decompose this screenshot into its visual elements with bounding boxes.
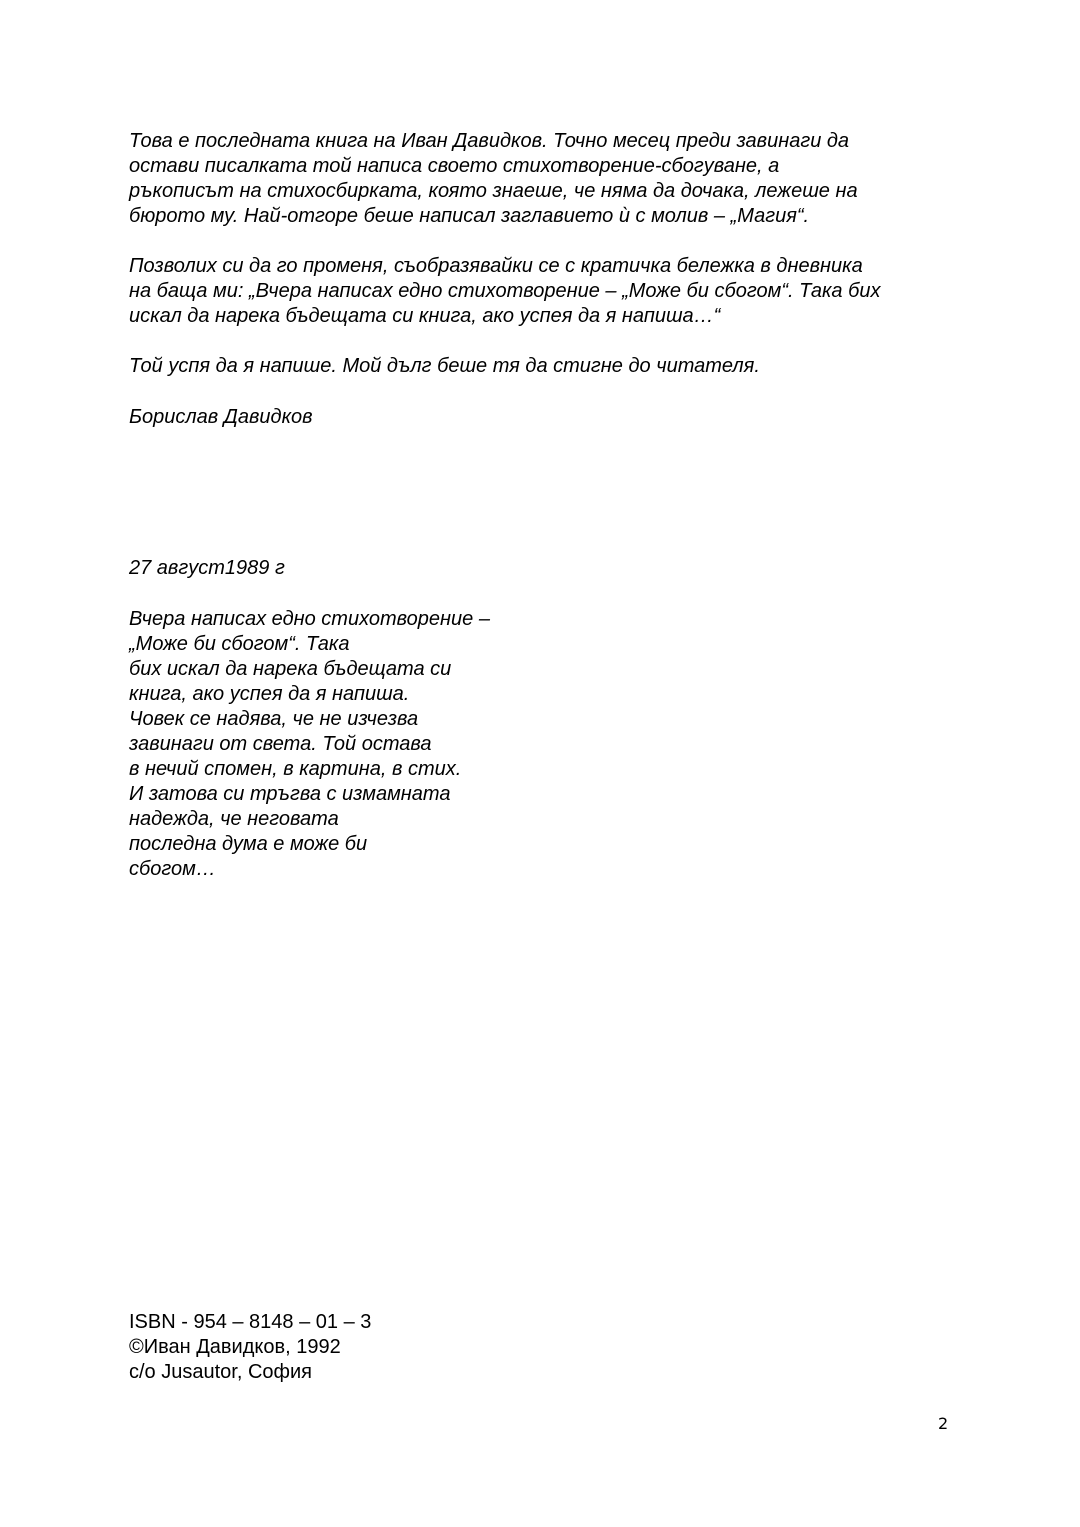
foreword-paragraph-1 [129,129,858,229]
text-line: искал да нарека бъдещата си книга, ако успея да я напиша…“ [129,305,721,327]
diary-line: „Може би сбогом“. Така [129,633,350,655]
isbn-line: ISBN - 954 – 8148 – 01 – 3 [129,1311,372,1333]
imprint-block [129,1310,371,1385]
diary-line: сбогом… [129,858,216,880]
agency-line: c/o Jusautor, София [129,1361,312,1383]
diary-line: книга, ако успея да я напиша. [129,683,410,705]
diary-line: надежда, че неговата [129,808,339,830]
foreword-signature: Борислав Давидков [129,406,313,428]
diary-line: завинаги от света. Той остава [129,733,432,755]
diary-line: Човек се надява, че не изчезва [129,708,419,730]
foreword-paragraph-2 [129,254,880,329]
diary-date: 27 август1989 г [129,557,285,579]
text-line: остави писалката той написа своето стихотворение-сбогуване, а [129,155,780,177]
foreword-paragraph-3: Той успя да я напише. Мой дълг беше тя да стигне до читателя. [129,355,760,377]
diary-line: И затова си тръгва с измамната [129,783,451,805]
text-line: на баща ми: „Вчера написах едно стихотворение – „Може би сбогом“. Така бих [129,280,881,302]
text-line: Това е последната книга на Иван Давидков. Точно месец преди завинаги да [129,130,850,152]
text-line: бюрото му. Най-отгоре беше написал заглавието ѝ с молив – „Магия“. [129,205,810,227]
copyright-line: ©Иван Давидков, 1992 [129,1336,341,1358]
text-line: Позволих си да го променя, съобразявайки се с кратичка бележка в дневника [129,255,863,277]
text-line: ръкописът на стихосбирката, която знаеше, че няма да дочака, лежеше на [129,180,858,202]
diary-line: в нечий спомен, в картина, в стих. [129,758,462,780]
diary-line: последна дума е може би [129,833,368,855]
page-number: 2 [938,1414,949,1433]
diary-line: бих искал да нарека бъдещата си [129,658,452,680]
diary-line: Вчера написах едно стихотворение – [129,608,490,630]
diary-entry [129,607,490,882]
